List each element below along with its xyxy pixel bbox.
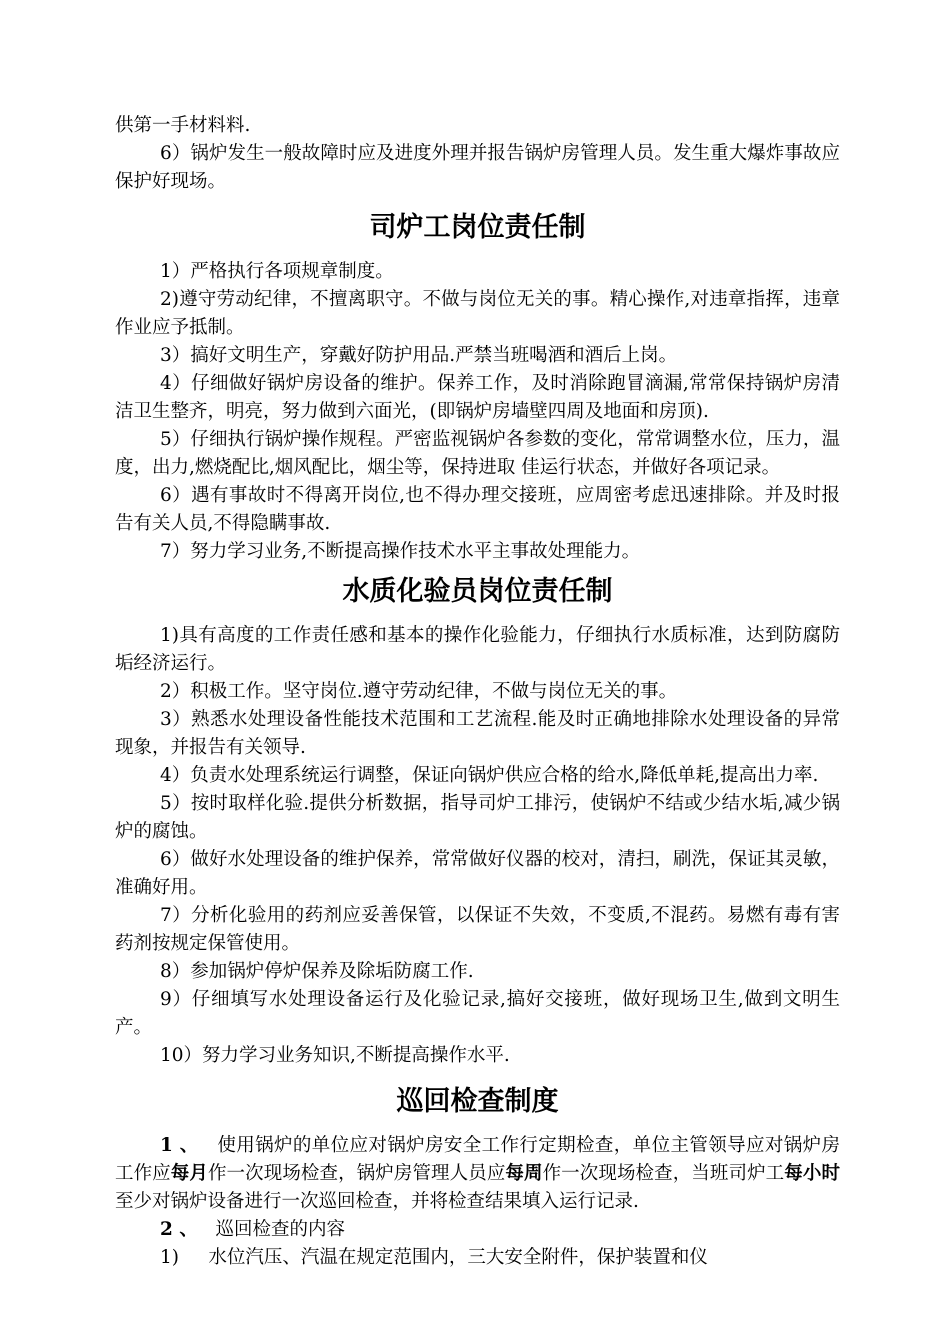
stoker-item-2: 2)遵守劳动纪律，不擅离职守。不做与岗位无关的事。精心操作,对违章指挥，违章作业应予抵制。 xyxy=(115,289,840,338)
patrol-p1-text-d: 作一次现场检查，当班司炉工 xyxy=(542,1163,785,1184)
patrol-paragraph-2 xyxy=(115,1216,840,1244)
stoker-item-5: 5）仔细执行锅炉操作规程。严密监视锅炉各参数的变化，常常调整水位，压力，温度，出力,燃烧配比,烟风配比，烟尘等，保持进取 佳运行状态，并做好各项记录。 xyxy=(115,429,840,478)
patrol-p1-bold-hourly: 每小时 xyxy=(784,1163,840,1184)
patrol-p2-number: 2 、 xyxy=(160,1219,198,1240)
patrol-p3-number: 1) xyxy=(160,1247,179,1268)
water-item-1: 1)具有高度的工作责任感和基本的操作化验能力，仔细执行水质标准，达到防腐防垢经济运行。 xyxy=(115,625,840,674)
patrol-p1-text-a: 使用锅炉的单位应对锅炉房安全工作行定期检查，单位主管领导应对锅炉房工作应 xyxy=(115,1135,840,1184)
patrol-paragraph-1 xyxy=(115,1132,840,1216)
water-item-6: 6）做好水处理设备的维护保养，常常做好仪器的校对，清扫，刷洗，保证其灵敏，准确好用。 xyxy=(115,849,840,898)
stoker-item-6: 6）遇有事故时不得离开岗位,也不得办理交接班，应周密考虑迅速排除。并及时报告有关人员,不得隐瞒事故. xyxy=(115,485,840,534)
stoker-item-1: 1）严格执行各项规章制度。 xyxy=(160,261,394,282)
patrol-p1-text-c: 作一次现场检查，锅炉房管理人员应 xyxy=(207,1163,506,1184)
water-item-4: 4）负责水处理系统运行调整，保证向锅炉供应合格的给水,降低单耗,提高出力率. xyxy=(160,765,819,786)
section-title-patrol: 巡回检查制度 xyxy=(396,1086,559,1117)
stoker-item-3: 3）搞好文明生产，穿戴好防护用品.严禁当班喝酒和酒后上岗。 xyxy=(160,345,678,366)
stoker-item-4: 4）仔细做好锅炉房设备的维护。保养工作，及时消除跑冒滴漏,常常保持锅炉房清洁卫生整齐，明亮，努力做到六面光，(即锅炉房墙壁四周及地面和房顶). xyxy=(115,373,840,422)
water-item-2: 2）积极工作。坚守岗位.遵守劳动纪律，不做与岗位无关的事。 xyxy=(160,681,678,702)
water-item-8: 8）参加锅炉停炉保养及除垢防腐工作. xyxy=(160,961,474,982)
patrol-p3-text: 水位汽压、汽温在规定范围内，三大安全附件，保护装置和仪 xyxy=(208,1247,708,1268)
water-item-10: 10）努力学习业务知识,不断提高操作水平. xyxy=(160,1045,510,1066)
intro-line: 供第一手材料料. xyxy=(115,115,251,136)
patrol-p2-text: 巡回检查的内容 xyxy=(215,1219,345,1240)
patrol-p1-bold-monthly: 每月 xyxy=(170,1163,208,1184)
section-title-stoker: 司炉工岗位责任制 xyxy=(369,212,586,243)
stoker-item-7: 7）努力学习业务,不断提高操作技术水平主事故处理能力。 xyxy=(160,541,641,562)
patrol-p1-number: 1 、 xyxy=(160,1135,199,1156)
patrol-p1-bold-weekly: 每周 xyxy=(505,1163,543,1184)
water-item-7: 7）分析化验用的药剂应妥善保管，以保证不失效，不变质,不混药。易燃有毒有害药剂按规定保管使用。 xyxy=(115,905,840,954)
water-item-9: 9）仔细填写水处理设备运行及化验记录,搞好交接班，做好现场卫生,做到文明生产。 xyxy=(115,989,840,1038)
section-title-water-lab: 水质化验员岗位责任制 xyxy=(342,576,613,607)
water-item-5: 5）按时取样化验.提供分析数据，指导司炉工排污，使锅炉不结或少结水垢,减少锅炉的腐蚀。 xyxy=(115,793,840,842)
patrol-p1-text-e: 至少对锅炉设备进行一次巡回检查，并将检查结果填入运行记录. xyxy=(115,1191,639,1212)
water-item-3: 3）熟悉水处理设备性能技术范围和工艺流程.能及时正确地排除水处理设备的异常现象，并报告有关领导. xyxy=(115,709,840,758)
intro-item-6: 6）锅炉发生一般故障时应及进度外理并报告锅炉房管理人员。发生重大爆炸事故应保护好现场。 xyxy=(115,143,840,192)
patrol-paragraph-3 xyxy=(115,1244,840,1272)
